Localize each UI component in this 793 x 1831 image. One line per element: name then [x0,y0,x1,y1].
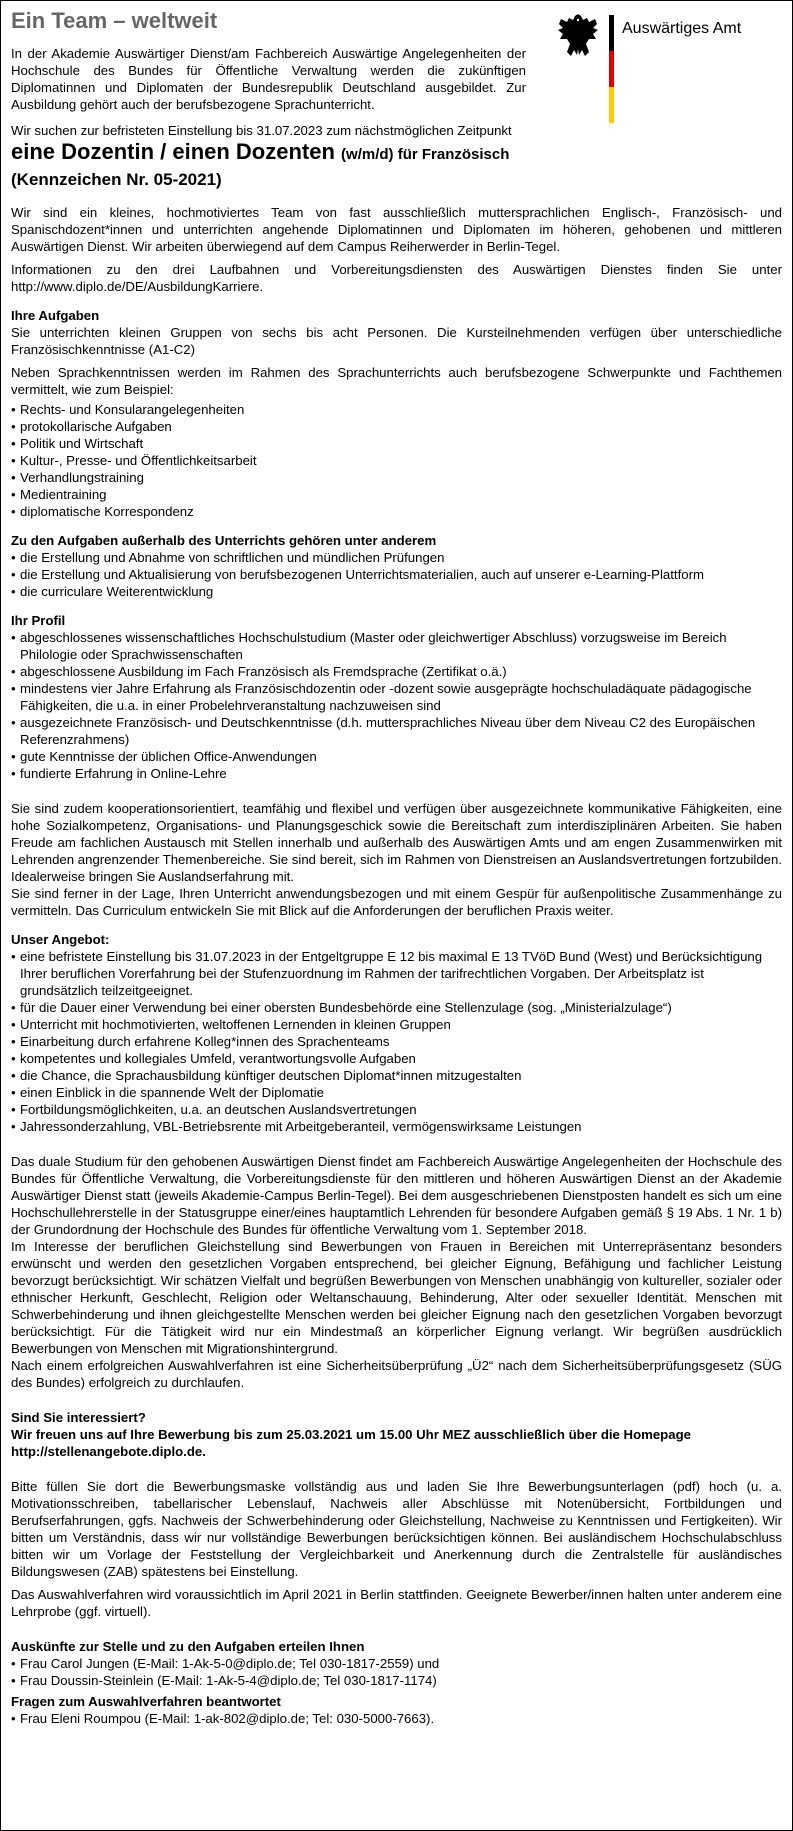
info-text: Informationen zu den drei Laufbahnen und Vorbereitungsdiensten des Auswärtigen Dienstes finden Sie unter http://www.diplo.de/DE/AusbildungKarriere. [11,262,782,294]
list-item: • Medientraining [11,486,782,503]
offer-list [11,948,782,1135]
list-item: • die Erstellung und Aktualisierung von berufsbezogenen Unterrichtsmaterialien, auch auf unserer e-Learning-Plattform [11,566,782,583]
job-title-suffix: (w/m/d) für Französisch [341,146,510,163]
list-item: • fundierte Erfahrung in Online-Lehre [11,765,782,782]
list-item: • kompetentes und kollegiales Umfeld, verantwortungsvolle Aufgaben [11,1050,782,1067]
list-item: • für die Dauer einer Verwendung bei einer obersten Bundesbehörde eine Stellenzulage (sog. „Ministerialzulage“) [11,999,782,1016]
contact-item: • Frau Carol Jungen (E-Mail: 1-Ak-5-0@diplo.de; Tel 030-1817-2559) und [11,1655,782,1672]
list-item: • die Erstellung und Abnahme von schriftlichen und mündlichen Prüfungen [11,549,782,566]
selection-contact-heading: Fragen zum Auswahlverfahren beantwortet [11,1694,281,1709]
list-item: • protokollarische Aufgaben [11,418,782,435]
contact-item: • Frau Doussin-Steinlein (E-Mail: 1-Ak-5-4@diplo.de; Tel 030-1817-1174) [11,1672,782,1689]
list-item: • ausgezeichnete Französisch- und Deutschkenntnisse (d.h. muttersprachliches Niveau über dem Niveau C2 des Europäischen Referenzrahmens) [11,714,782,748]
tasks-text-2: Neben Sprachkenntnissen werden im Rahmen des Sprachunterrichts auch berufsbezogene Schwerpunkte und Fachthemen vermittelt, wie zum Beispiel: [11,365,782,397]
list-item: • abgeschlossenes wissenschaftliches Hochschulstudium (Master oder gleichwertiger Abschluss) vorzugsweise im Bereich Philologie oder Sprachwissenschaften [11,629,782,663]
list-item: • Kultur-, Presse- und Öffentlichkeitsarbeit [11,452,782,469]
list-item: • mindestens vier Jahre Erfahrung als Französischdozentin oder -dozent sowie ausgeprägte hochschuladäquate pädagogische Fähigkeiten, die u.a. in einer Probelehrveranstaltung nachzuweisen sind [11,680,782,714]
list-item: • einen Einblick in die spannende Welt der Diplomatie [11,1084,782,1101]
list-item: • abgeschlossene Ausbildung im Fach Französisch als Fremdsprache (Zertifikat o.ä.) [11,663,782,680]
list-item: • Politik und Wirtschaft [11,435,782,452]
list-item: • Unterricht mit hochmotivierten, weltoffenen Lernenden in kleinen Gruppen [11,1016,782,1033]
list-item: • diplomatische Korrespondenz [11,503,782,520]
contact-item: • Frau Eleni Roumpou (E-Mail: 1-ak-802@diplo.de; Tel: 030-5000-7663). [11,1710,782,1727]
apply-heading: Sind Sie interessiert? [11,1410,146,1425]
org-name: Auswärtiges Amt [622,20,742,37]
security-check-text: Nach einem erfolgreichen Auswahlverfahren ist eine Sicherheitsüberprüfung „Ü2“ nach dem Sicherheitsüberprüfungsgesetz (SÜG des Bundes) erfolgreich zu durchlaufen. [11,1358,782,1390]
contacts-list [11,1655,782,1689]
tasks-heading: Ihre Aufgaben [11,308,100,323]
list-item: • Rechts- und Konsularangelegenheiten [11,401,782,418]
equality-text: Im Interesse der beruflichen Gleichstellung sind Bewerbungen von Frauen in Bereichen mit Unterrepräsentanz besonders erwünscht und werden den gesetzlichen Vorgaben entsprechend, bei gleicher Eignung, Befähigung und fachlicher Leistung bevorzugt berücksichtigt. Wir schätzen Vielfalt und begrüßen Bewerbungen von Menschen unabhängig von kultureller, sozialer oder ethnischer Herkunft, Geschlecht, Religion oder Weltanschauung, Behinderung, Alter oder sexueller Identität. Menschen mit Schwerbehinderung und ihnen gleichgestellte Menschen werden bei gleicher Eignung nach den gesetzlichen Vorgaben bevorzugt berücksichtigt. Für die Tätigkeit wird nur ein Mindestmaß an körperlicher Eignung verlangt. Wir begrüßen ausdrücklich Bewerbungen von Menschen mit Migrationshintergrund. [11,1239,782,1356]
team-text: Wir sind ein kleines, hochmotiviertes Team von fast ausschließlich muttersprachlichen Englisch-, Französisch- und Spanischdozent*innen und unterrichten angehende Diplomatinnen und Diplomaten im höheren, gehobenen und mittleren Auswärtigen Dienst. Wir arbeiten überwiegend auf dem Campus Reiherwerder in Berlin-Tegel. [11,205,782,254]
duales-studium-text: Das duale Studium für den gehobenen Auswärtigen Dienst findet am Fachbereich Auswärtige Angelegenheiten der Hochschule des Bundes für Öffentliche Verwaltung, die Vorbereitungsdienste für den mittleren und höheren Auswärtigen Dienst an der Akademie Auswärtiger Dienst statt (jeweils Akademie-Campus Berlin-Tegel). Bei dem ausgeschriebenen Dienstposten handelt es sich um eine Hochschullehrerstelle in der Statusgruppe einer/eines hauptamtlich Lehrenden für besondere Aufgaben gemäß § 19 Abs. 1 Nr. 1 b) der Grundordnung der Hochschule des Bundes für öffentliche Verwaltung vom 1. September 2018. [11,1154,782,1237]
page-title: Ein Team – weltweit [11,8,218,33]
apply-instructions: Bitte füllen Sie dort die Bewerbungsmaske vollständig aus und laden Sie Ihre Bewerbungsunterlagen (pdf) hoch (u. a. Motivationsschreiben, tabellarischer Lebenslauf, Nachweis aller Abschlüsse mit Notenübersicht, Fortbildungen und Berufserfahrungen, ggfs. Nachweis der Schwerbehinderung oder Gleichstellung, Nachweise zu Kenntnissen und Fertigkeiten). Wir bitten um Verständnis, dass wir nur vollständige Bewerbungen berücksichtigen können. Bei ausländischem Hochschulabschluss bitten wir um Vorlage der Feststellung der Vergleichbarkeit und Anerkennung durch die Zentralstelle für ausländisches Bildungswesen (ZAB) spätestens bei Einstellung. [11,1479,782,1579]
list-item: • Einarbeitung durch erfahrene Kolleg*innen des Sprachenteams [11,1033,782,1050]
list-item: • eine befristete Einstellung bis 31.07.2023 in der Entgeltgruppe E 12 bis maximal E 13 TVöD Bund (West) und Berücksichtigung Ihrer beruflichen Vorerfahrung bei der Stufenzuordnung im Rahmen der tarifrechtlichen Vorgaben. Der Arbeitsplatz ist grundsätzlich teilzeitgeeignet. [11,948,782,999]
list-item: • die Chance, die Sprachausbildung künftiger deutschen Diplomat*innen mitzugestalten [11,1067,782,1084]
list-item: • die curriculare Weiterentwicklung [11,583,782,600]
selection-info: Das Auswahlverfahren wird voraussichtlich im April 2021 in Berlin stattfinden. Geeignete Bewerber/innen halten unter anderem eine Lehrprobe (ggf. virtuell). [11,1587,782,1619]
tasks-list [11,401,782,520]
search-line: Wir suchen zur befristeten Einstellung bis 31.07.2023 zum nächstmöglichen Zeitpunkt [11,123,512,138]
offer-heading: Unser Angebot: [11,932,110,947]
tasks-text-1: Sie unterrichten kleinen Gruppen von sechs bis acht Personen. Die Kursteilnehmenden verfügen über unterschiedliche Französischkenntnisse (A1-C2) [11,325,782,357]
list-item: • gute Kenntnisse der üblichen Office-Anwendungen [11,748,782,765]
contacts-heading: Auskünfte zur Stelle und zu den Aufgaben erteilen Ihnen [11,1639,365,1654]
intro-text: In der Akademie Auswärtiger Dienst/am Fachbereich Auswärtige Angelegenheiten der Hochschule des Bundes für Öffentliche Verwaltung werden die zukünftigen Diplomatinnen und Diplomaten der Bundesrepublik Deutschland ausgebildet. Zur Ausbildung gehört auch der berufsbezogene Sprachunterricht. [11,46,526,112]
list-item: • Fortbildungsmöglichkeiten, u.a. an deutschen Auslandsvertretungen [11,1101,782,1118]
profile-list [11,629,782,782]
profile-text-1: Sie sind zudem kooperationsorientiert, teamfähig und flexibel und verfügen über ausgezeichnete kommunikative Fähigkeiten, eine hohe Sozialkompetenz, Organisations- und Planungsgeschick sowie die Bereitschaft zum interdisziplinären Arbeiten. Sie haben Freude am fachlichen Austausch mit Stellen innerhalb und außerhalb des Auswärtigen Amts und am engen Zusammenwirken mit Lehrenden angrenzender Themenbereiche. Sie sind bereit, sich im Rahmen von Dienstreisen an Auslandsvertretungen fortzubilden. Idealerweise bringen Sie Auslandserfahrung mit. [11,801,782,884]
profile-text-2: Sie sind ferner in der Lage, Ihren Unterricht anwendungsbezogen und mit einem Gespür für außenpolitische Zusammenhänge zu vermitteln. Das Curriculum entwickeln Sie mit Blick auf die Anforderungen der beruflichen Praxis weiter. [11,886,782,918]
list-item: • Jahressonderzahlung, VBL-Betriebsrente mit Arbeitgeberanteil, vermögenswirksame Leistungen [11,1118,782,1135]
selection-contact-list [11,1710,782,1727]
ad-content [11,1,782,1727]
reference-number: (Kennzeichen Nr. 05-2021) [11,170,222,189]
profile-heading: Ihr Profil [11,613,66,628]
list-item: • Verhandlungstraining [11,469,782,486]
outside-heading: Zu den Aufgaben außerhalb des Unterrichts gehören unter anderem [11,533,437,548]
job-title-main: eine Dozentin / einen Dozenten [11,139,335,164]
job-title [11,139,782,168]
apply-deadline-text: Wir freuen uns auf Ihre Bewerbung bis zum 25.03.2021 um 15.00 Uhr MEZ ausschließlich über die Homepage http://stellenangebote.diplo.de. [11,1427,691,1459]
outside-list [11,549,782,600]
